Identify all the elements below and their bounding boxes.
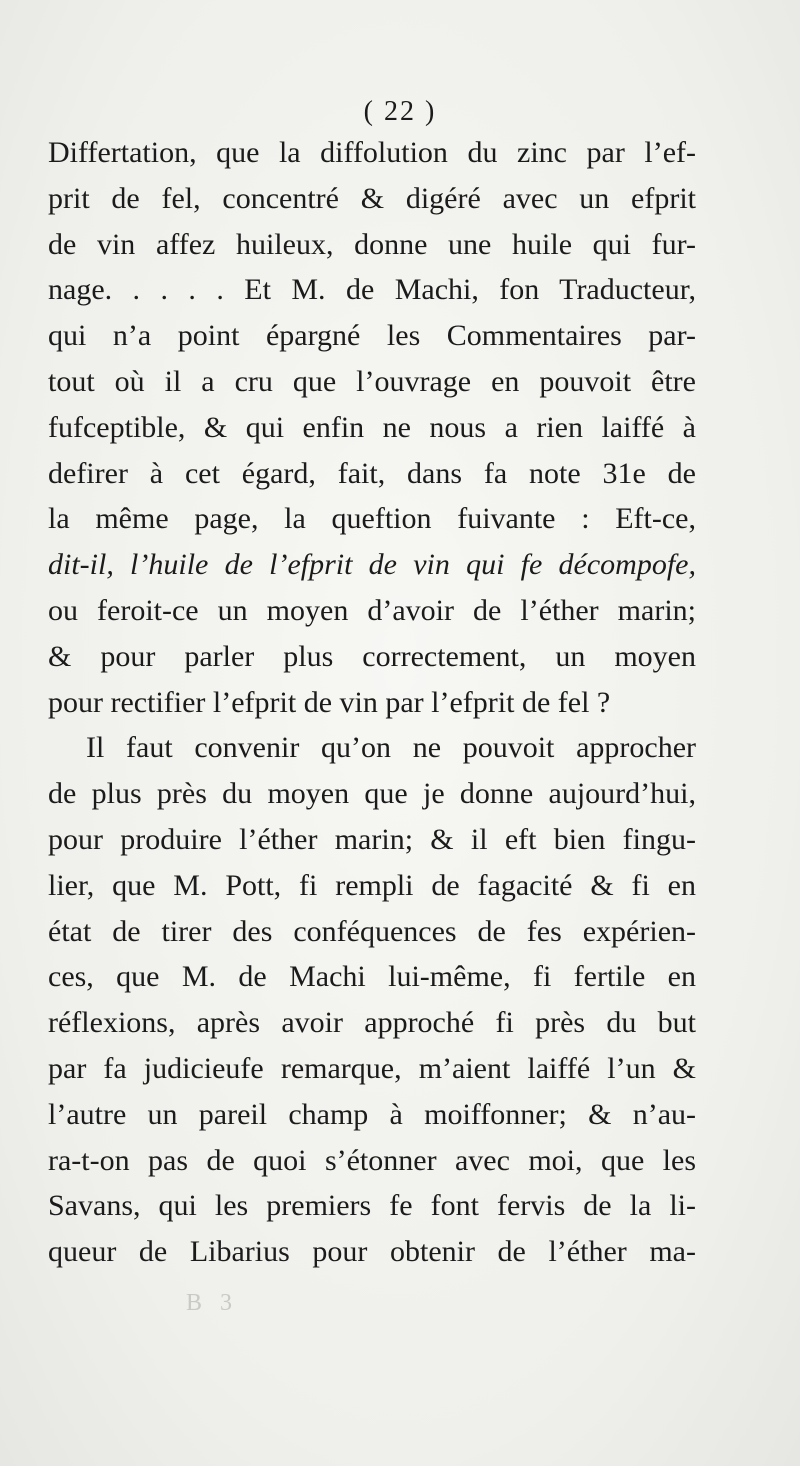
text-line: de vin affez huileux, donne une huile qui fur- <box>48 227 696 261</box>
signature-mark: B 3 <box>186 1290 239 1316</box>
italic-text: dit-il, l’huile de l’efprit de vin qui fe décompofe, <box>48 548 696 582</box>
text-line: fufceptible, & qui enfin ne nous a rien laiffé à <box>48 410 696 444</box>
text-line: tout où il a cru que l’ouvrage en pouvoit être <box>48 364 696 398</box>
text-line: qui n’a point épargné les Commentaires par- <box>48 319 696 353</box>
text-line: réflexions, après avoir approché fi près du but <box>48 1006 696 1040</box>
text-line: Il faut convenir qu’on ne pouvoit approcher <box>86 731 696 765</box>
text-line: pour rectifier l’efprit de vin par l’efprit de fel ? <box>48 685 611 719</box>
text-line: defirer à cet égard, fait, dans fa note 31e de <box>48 456 696 490</box>
text-line-italic <box>48 542 696 588</box>
text-line: prit de fel, concentré & digéré avec un efprit <box>48 181 696 215</box>
text-line: pour produire l’éther marin; & il eft bien fingu- <box>48 822 696 856</box>
text-line: lier, que M. Pott, fi rempli de fagacité & fi en <box>48 868 696 902</box>
paragraph-1 <box>48 130 696 725</box>
text-line: Savans, qui les premiers fe font fervis de la li- <box>48 1189 696 1223</box>
text-line: & pour parler plus correctement, un moyen <box>48 639 696 673</box>
page-number: ( 22 ) <box>363 96 437 127</box>
text-line: queur de Libarius pour obtenir de l’éther ma- <box>48 1235 696 1269</box>
text-line: l’autre un pareil champ à moiffonner; & n’au- <box>48 1097 696 1131</box>
text-line: ou feroit-ce un moyen d’avoir de l’éther marin; <box>48 593 696 627</box>
text-line: nage. . . . . Et M. de Machi, fon Traducteur, <box>48 273 696 307</box>
text-line: la même page, la queftion fuivante : Eft-ce, <box>48 502 696 536</box>
text-line: de plus près du moyen que je donne aujourd’hui, <box>48 777 696 811</box>
text-line: ra-t-on pas de quoi s’étonner avec moi, que les <box>48 1143 696 1177</box>
text-line: état de tirer des conféquences de fes expérien- <box>48 914 696 948</box>
body-text <box>48 130 696 1275</box>
text-line: ces, que M. de Machi lui-même, fi fertile en <box>48 960 696 994</box>
text-line: Differtation, que la diffolution du zinc par l’ef- <box>48 136 696 169</box>
paragraph-2 <box>48 725 696 1275</box>
text-line: par fa judicieufe remarque, m’aient laiffé l’un & <box>48 1051 696 1085</box>
